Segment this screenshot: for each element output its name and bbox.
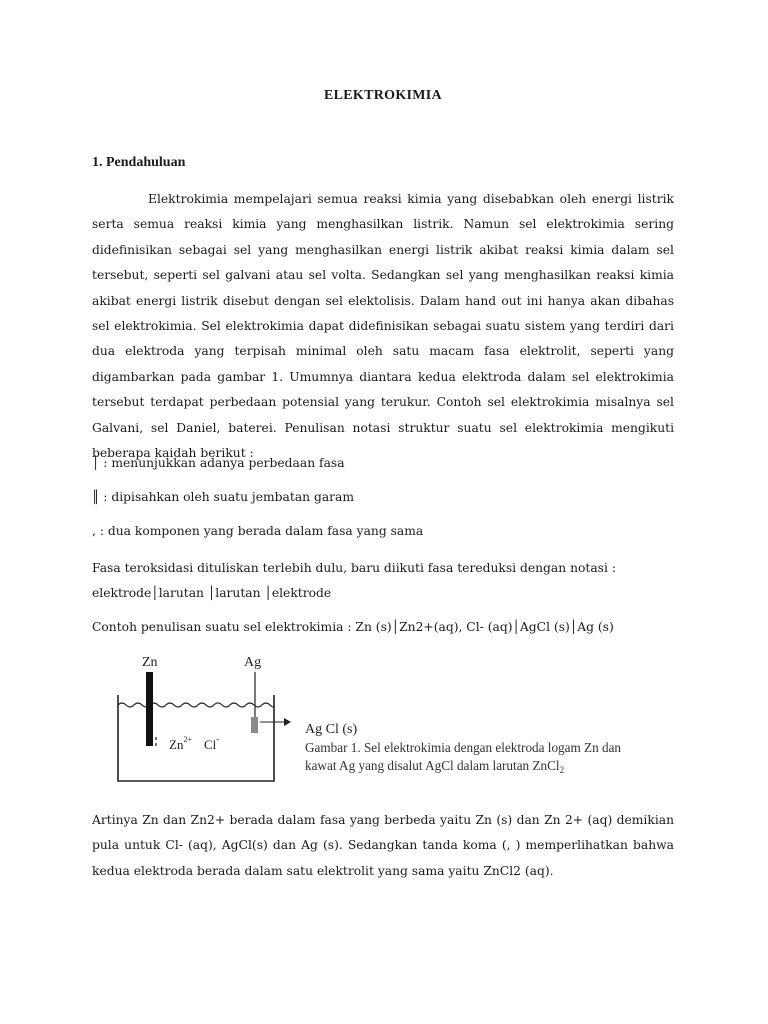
zn-electrode bbox=[146, 672, 153, 746]
notation-phase-boundary: │ : menunjukkan adanya perbedaan fasa bbox=[92, 456, 345, 470]
notation-same-phase: , : dua komponen yang berada dalam fasa yang sama bbox=[92, 524, 424, 538]
label-cl-ion: Cl- bbox=[204, 734, 220, 752]
figure-caption-line-2: kawat Ag yang disalut AgCl dalam larutan ZnCl$_2$ bbox=[305, 758, 565, 775]
section-heading: 1. Pendahuluan bbox=[92, 155, 186, 170]
explanation-paragraph: Artinya Zn dan Zn2+ berada dalam fasa yang berbeda yaitu Zn (s) dan Zn 2+ (aq) demikian pula untuk Cl- (aq), AgCl(s) dan Ag (s). Sedangkan tanda koma (, ) memperlihatkan bahwa kedua elektroda berada dalam satu elektrolit yang sama yaitu ZnCl2 (aq). bbox=[92, 813, 674, 878]
intro-paragraph: Elektrokimia mempelajari semua reaksi kimia yang disebabkan oleh energi listrik serta semua reaksi kimia yang menghasilkan listrik. Namun sel elektrokimia sering didefinisikan sebagai sel yang menghasilkan energi listrik akibat reaksi kimia dalam sel tersebut, seperti sel galvani atau sel volta. Sedangkan sel yang menghasilkan reaksi kimia akibat energi listrik disebut dengan sel elektolisis. Dalam hand out ini hanya akan dibahas sel elektrokimia. Sel elektrokimia dapat didefinisikan sebagai suatu sistem yang terdiri dari dua elektroda yang terpisah minimal oleh satu macam fasa elektrolit, seperti yang digambarkan pada gambar 1. Umumnya diantara kedua elektroda dalam sel elektrokimia tersebut terdapat perbedaan potensial yang terukur. Contoh sel elektrokimia misalnya sel Galvani, sel Daniel, baterei. Penulisan notasi struktur suatu sel elektrokimia mengikuti beberapa kaidah berikut : bbox=[92, 192, 674, 461]
label-zn: Zn bbox=[142, 655, 158, 670]
figure-caption-line-1: Gambar 1. Sel elektrokimia dengan elektroda logam Zn dan bbox=[305, 740, 622, 755]
agcl-coating bbox=[251, 717, 258, 733]
beaker-outline bbox=[118, 695, 274, 781]
label-ag: Ag bbox=[244, 655, 262, 670]
label-zn-ion: $Zn^{2+}$ bbox=[169, 735, 192, 752]
solution-surface bbox=[118, 703, 274, 707]
notation-salt-bridge: ║ : dipisahkan oleh suatu jembatan garam bbox=[92, 490, 355, 504]
agcl-arrowhead bbox=[284, 718, 291, 726]
figure-electrochemical-cell bbox=[92, 648, 674, 788]
oxidation-paragraph-line-2: elektrode│larutan │larutan │elektrode bbox=[92, 586, 332, 601]
oxidation-paragraph-line-1: Fasa teroksidasi dituliskan terlebih dulu, baru diikuti fasa tereduksi dengan notasi : bbox=[92, 561, 616, 575]
oxidation-paragraph bbox=[92, 556, 674, 607]
document-title: ELEKTROKIMIA bbox=[324, 88, 442, 103]
cell-diagram bbox=[92, 648, 674, 788]
label-agcl: Ag Cl (s) bbox=[305, 722, 358, 737]
document-page bbox=[92, 0, 674, 1024]
example-cell-notation: Contoh penulisan suatu sel elektrokimia : Zn (s)│Zn2+(aq), Cl- (aq)│AgCl (s)│Ag (s) bbox=[92, 620, 614, 634]
